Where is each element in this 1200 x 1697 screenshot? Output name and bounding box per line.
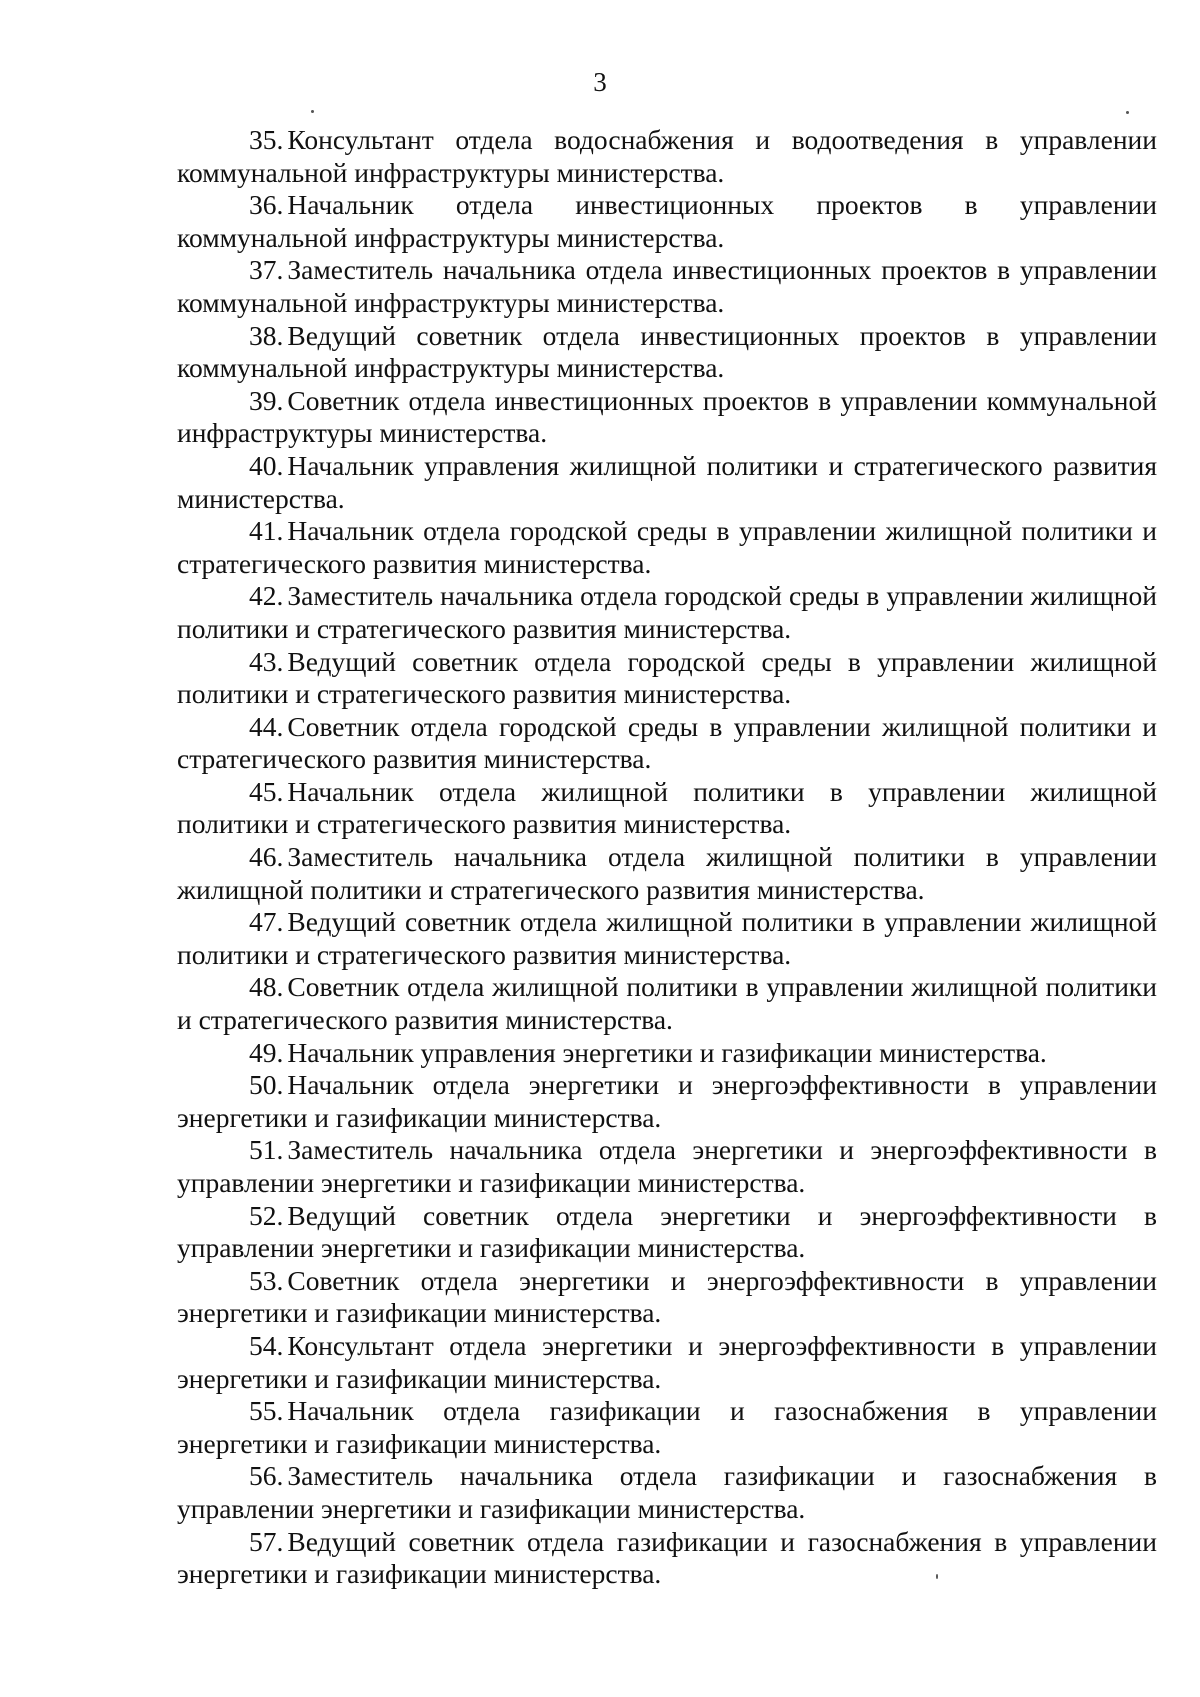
scan-speck (1126, 111, 1129, 114)
item-text: Заместитель начальника отдела энергетики и энергоэффективности в управлении энергетики и газификации министерства. (177, 1134, 1157, 1198)
list-item (177, 189, 1157, 254)
item-text: Ведущий советник отдела энергетики и энергоэффективности в управлении энергетики и газификации министерства. (177, 1199, 1157, 1264)
item-text: Заместитель начальника отдела инвестиционных проектов в управлении коммунальной инфраструктуры министерства. (177, 254, 1157, 318)
item-number: 52. (249, 1199, 284, 1231)
item-number: 37. (249, 254, 284, 286)
item-number: 45. (249, 775, 284, 807)
item-text: Заместитель начальника отдела газификации и газоснабжения в управлении энергетики и газификации министерства. (177, 1460, 1157, 1524)
item-number: 38. (249, 319, 284, 351)
item-number: 56. (249, 1460, 284, 1492)
list-item (177, 776, 1157, 841)
item-number: 51. (249, 1134, 284, 1166)
list-item (177, 646, 1157, 711)
list-item (177, 1069, 1157, 1134)
list-item (177, 580, 1157, 645)
item-number: 55. (249, 1395, 284, 1427)
item-text: Советник отдела энергетики и энергоэффективности в управлении энергетики и газификации министерства. (177, 1264, 1157, 1329)
item-text: Начальник отдела газификации и газоснабжения в управлении энергетики и газификации министерства. (177, 1395, 1157, 1459)
item-number: 57. (249, 1525, 284, 1557)
item-text: Советник отдела городской среды в управлении жилищной политики и стратегического развития министерства. (177, 710, 1157, 775)
list-item (177, 385, 1157, 450)
positions-list (177, 124, 1157, 1591)
item-number: 35. (249, 124, 284, 155)
item-text: Ведущий советник отдела жилищной политики в управлении жилищной политики и стратегического развития министерства. (177, 906, 1157, 970)
list-item (177, 971, 1157, 1036)
item-number: 41. (249, 515, 284, 547)
page-number: 3 (593, 67, 607, 97)
item-number: 40. (249, 449, 284, 481)
list-item (177, 320, 1157, 385)
item-number: 43. (249, 645, 284, 677)
list-item (177, 124, 1157, 189)
item-text: Консультант отдела водоснабжения и водоотведения в управлении коммунальной инфраструктуры министерства. (177, 124, 1157, 188)
item-number: 53. (249, 1264, 284, 1296)
item-number: 54. (249, 1329, 284, 1361)
item-text: Начальник отдела инвестиционных проектов в управлении коммунальной инфраструктуры министерства. (177, 189, 1157, 253)
scan-speck (936, 1574, 938, 1579)
item-text: Начальник отдела жилищной политики в управлении жилищной политики и стратегического развития министерства. (177, 775, 1157, 840)
list-item (177, 254, 1157, 319)
item-number: 49. (249, 1036, 284, 1068)
item-text: Консультант отдела энергетики и энергоэффективности в управлении энергетики и газификации министерства. (177, 1329, 1157, 1394)
item-number: 42. (249, 580, 284, 612)
item-text: Заместитель начальника отдела городской среды в управлении жилищной политики и стратегического развития министерства. (177, 580, 1157, 644)
item-text: Начальник отдела энергетики и энергоэффективности в управлении энергетики и газификации министерства. (177, 1069, 1157, 1133)
list-item (177, 711, 1157, 776)
list-item (177, 450, 1157, 515)
item-number: 46. (249, 841, 284, 873)
list-item (177, 1395, 1157, 1460)
item-number: 39. (249, 384, 284, 416)
list-item (177, 841, 1157, 906)
item-number: 47. (249, 906, 284, 938)
list-item (177, 906, 1157, 971)
list-item (177, 1265, 1157, 1330)
list-item (177, 1526, 1157, 1591)
item-text: Начальник управления жилищной политики и стратегического развития министерства. (177, 449, 1157, 514)
item-number: 48. (249, 971, 284, 1003)
item-number: 36. (249, 189, 284, 221)
scan-speck (311, 110, 314, 113)
item-number: 50. (249, 1069, 284, 1101)
list-item (177, 515, 1157, 580)
list-item (177, 1134, 1157, 1199)
item-text: Советник отдела жилищной политики в управлении жилищной политики и стратегического развития министерства. (177, 971, 1157, 1036)
list-item (177, 1330, 1157, 1395)
list-item (177, 1200, 1157, 1265)
item-text: Советник отдела инвестиционных проектов в управлении коммунальной инфраструктуры министерства. (177, 384, 1157, 449)
item-text: Ведущий советник отдела газификации и газоснабжения в управлении энергетики и газификации министерства. (177, 1525, 1157, 1590)
item-text: Заместитель начальника отдела жилищной политики в управлении жилищной политики и стратегического развития министерства. (177, 841, 1157, 905)
item-text: Начальник управления энергетики и газификации министерства. (287, 1036, 1047, 1068)
item-text: Ведущий советник отдела городской среды в управлении жилищной политики и стратегического развития министерства. (177, 645, 1157, 710)
item-text: Начальник отдела городской среды в управлении жилищной политики и стратегического развития министерства. (177, 515, 1157, 579)
list-item (177, 1037, 1157, 1070)
item-text: Ведущий советник отдела инвестиционных проектов в управлении коммунальной инфраструктуры министерства. (177, 319, 1157, 384)
list-item (177, 1460, 1157, 1525)
item-number: 44. (249, 710, 284, 742)
